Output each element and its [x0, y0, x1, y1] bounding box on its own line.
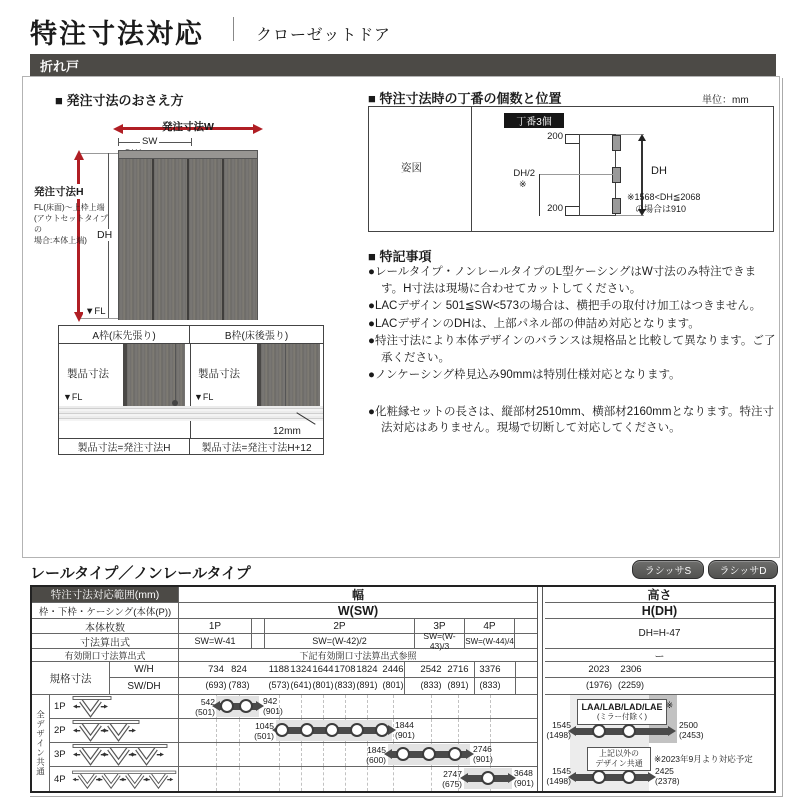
- col-gap2: [515, 619, 537, 634]
- hinge-view-label: 姿図: [401, 162, 422, 174]
- hinge-note2: の場合は910: [635, 204, 687, 214]
- grid-line: [323, 743, 324, 766]
- range-point: [275, 723, 289, 737]
- grid-line: [367, 767, 368, 791]
- order-h-title: 発注寸法H: [34, 186, 84, 198]
- grid-line: [393, 767, 394, 791]
- height-from: 1545 (1498): [546, 720, 571, 740]
- floor-strip: [59, 406, 323, 421]
- w-value: 824: [231, 664, 247, 675]
- grid-line: [345, 695, 346, 718]
- dim-leader: [539, 174, 613, 175]
- note-text: LACデザインのDHは、上部パネル部の伸詰め対応となります。: [374, 317, 700, 330]
- hinge-dim-mid-mark: ※: [519, 179, 527, 189]
- other-designs: 上記以外の: [599, 749, 639, 758]
- w-value: 1324: [290, 664, 312, 675]
- frame-a-dim: [175, 344, 176, 404]
- bullet-icon: ●: [368, 317, 375, 330]
- rail-heading: レールタイプ／ノンレールタイプ: [30, 565, 251, 582]
- bullet-icon: ●: [368, 405, 375, 418]
- sw-tick-l: [118, 138, 119, 146]
- dim-tick: [565, 134, 579, 135]
- range-row-2p: [179, 719, 537, 743]
- w-value: 2446: [382, 664, 404, 675]
- door-panel: [154, 159, 187, 320]
- th-opening: 有効開口寸法算出式: [32, 649, 179, 662]
- door-panel: [224, 159, 257, 320]
- col-4p: 4P: [465, 619, 515, 634]
- note-text: ノンケーシング枠見込み90mmは特別仕様対応となります。: [374, 369, 681, 381]
- order-h-text: [34, 182, 112, 246]
- frame-b-title: B枠(床後張り): [190, 326, 323, 344]
- order-h-note2: (アウトセットタイプの: [34, 214, 109, 234]
- th-width: 幅: [179, 587, 537, 603]
- num-col-rule: [474, 662, 475, 695]
- fold-door-icon-4p: [70, 768, 178, 791]
- range-to: 1844 (901): [395, 720, 415, 740]
- w-value: 2542: [420, 664, 442, 675]
- col-gap: [252, 634, 265, 649]
- range-row-3p: [179, 743, 537, 767]
- note-text: 特注寸法により本体デザインのバランスは規格品と比較して異なります。ご了承ください。: [374, 335, 776, 364]
- fold-door-icon-1p: [70, 695, 114, 718]
- title-divider: [233, 17, 234, 41]
- th-width-sub: W(SW): [179, 603, 537, 619]
- th-panels: 本体枚数: [32, 619, 179, 634]
- hinge-middle: [612, 167, 621, 183]
- lasissa-d-button[interactable]: ラシッサD: [708, 560, 778, 579]
- range-row-4p: [179, 767, 537, 791]
- hinge-divider: [471, 107, 472, 231]
- dh-values-row: [545, 678, 774, 695]
- height-from2: 1545 (1498): [546, 766, 571, 786]
- w-value: 3376: [479, 664, 501, 675]
- h-value: 2023: [588, 664, 610, 675]
- sw-value: (801): [312, 680, 334, 690]
- dim-tick: [565, 206, 566, 216]
- col-gap2: [515, 634, 537, 649]
- page-right-rule: [782, 78, 783, 797]
- note-text: レールタイプ・ノンレールタイプのL型ケーシングはW寸法のみ特注できます。H寸法は現場に合わせてカットしてください。: [374, 266, 757, 295]
- frame-divider: [190, 344, 191, 438]
- grid-line: [301, 767, 302, 791]
- grid-line: [301, 695, 302, 718]
- sw-value: (891): [447, 680, 469, 690]
- grid-line: [490, 719, 491, 742]
- frame-a-product: 製品寸法: [67, 368, 109, 380]
- section-bar-label: 折れ戸: [40, 58, 80, 74]
- bullet-icon: ●: [368, 266, 375, 278]
- frame-b-fl: ▼FL: [194, 392, 214, 402]
- row-label: 3P: [54, 749, 66, 760]
- range-from: 542 (501): [195, 697, 215, 717]
- frame-a-fl: ▼FL: [63, 392, 83, 402]
- grid-line: [458, 719, 459, 742]
- notes-heading: ■ 特記事項: [368, 249, 432, 264]
- order-h-arrow-up: [74, 150, 84, 160]
- col-gap: [252, 619, 265, 634]
- order-h-note3: 場合:本体上端): [34, 236, 87, 245]
- h-value: 2306: [620, 664, 642, 675]
- common-label-cell: [32, 695, 50, 791]
- note-item: [368, 367, 776, 384]
- w-values-row: [179, 662, 537, 678]
- range-row-1p: [179, 695, 537, 719]
- frame-b-formula: 製品寸法=発注寸法H+12: [190, 438, 323, 454]
- row-3p-label: [50, 743, 179, 767]
- range-to: 3648 (901): [514, 768, 534, 788]
- note-item: [368, 333, 776, 366]
- dh-arrow-up: [638, 134, 646, 141]
- fl-label: ▼FL: [85, 306, 106, 317]
- hinge-bottom: [612, 198, 621, 214]
- th-height-sub: H(DH): [545, 603, 774, 619]
- range-point: [375, 723, 389, 737]
- page-subtitle: クローゼットドア: [256, 27, 391, 44]
- w-value: 1824: [356, 664, 378, 675]
- door-elevation: [118, 150, 258, 320]
- grid-line: [216, 767, 217, 791]
- grid-line: [458, 695, 459, 718]
- grid-line: [279, 743, 280, 766]
- sw-value: (801): [382, 680, 404, 690]
- design-codes-sub: (ミラー付除く): [597, 712, 647, 721]
- grid-line: [323, 695, 324, 718]
- formula-4p: SW=(W-44)/4: [465, 634, 515, 649]
- dim-tick: [565, 215, 579, 216]
- range-point: [239, 699, 253, 713]
- th-height: 高さ: [545, 587, 774, 603]
- range-point: [300, 723, 314, 737]
- th-wh: W/H: [110, 662, 179, 678]
- th-standard: 規格寸法: [32, 662, 110, 695]
- w-value: 734: [208, 664, 224, 675]
- sw-value: (833): [479, 680, 501, 690]
- h-values-row: [545, 662, 774, 678]
- w-value: 1708: [334, 664, 356, 675]
- row-label: 4P: [54, 773, 66, 785]
- range-point: [350, 723, 364, 737]
- col-3p: 3P: [415, 619, 465, 634]
- sw-label: SW: [142, 136, 158, 147]
- height-to2: 2425 (2378): [655, 766, 680, 786]
- range-point: [396, 747, 410, 761]
- unit-label: 単位：mm: [702, 95, 749, 106]
- grid-line: [490, 695, 491, 718]
- grid-line: [393, 695, 394, 718]
- sw-value: (693): [205, 680, 227, 690]
- dim-tick: [565, 206, 579, 207]
- range-point: [622, 770, 636, 784]
- row-label: 1P: [54, 701, 66, 712]
- height-range-cell: [545, 695, 774, 791]
- order-h-note1: FL(床面)～上枠上端: [34, 203, 105, 212]
- row-1p-label: [50, 695, 179, 719]
- formula-2p: SW=(W-42)/2: [265, 634, 415, 649]
- grid-line: [431, 695, 432, 718]
- range-point: [592, 724, 606, 738]
- door-panels: [119, 159, 257, 320]
- grid-line: [239, 743, 240, 766]
- w-value: 1188: [268, 664, 290, 675]
- range-point: [325, 723, 339, 737]
- section-bar: [30, 54, 776, 76]
- frame-a-title: A枠(床先張り): [59, 326, 190, 344]
- hinge-badge: 丁番3個: [504, 113, 564, 128]
- range-to: 942 (901): [263, 696, 283, 716]
- height-formula: DH=H-47: [545, 619, 774, 649]
- height-top-mark: ※: [666, 700, 674, 710]
- row-label: 2P: [54, 725, 66, 736]
- bullet-icon: ●: [368, 300, 375, 312]
- order-heading: ■ 発注寸法のおさえ方: [55, 93, 184, 108]
- grid-line: [367, 695, 368, 718]
- notes-list: [368, 264, 776, 438]
- hinge-dim-bottom: 200: [547, 203, 563, 214]
- note-item: [368, 316, 776, 333]
- hinge-dh-label: DH: [651, 165, 667, 177]
- col-2p: 2P: [265, 619, 415, 634]
- sw-value: (573): [268, 680, 290, 690]
- dh-label: DH: [97, 229, 113, 241]
- other-designs-sub: デザイン共通: [595, 759, 643, 768]
- th-range: 特注寸法対応範囲(mm): [32, 587, 179, 603]
- door-top-rail: [119, 151, 257, 159]
- note-item: [368, 404, 776, 437]
- range-point: [220, 699, 234, 713]
- sw-value: (833): [334, 680, 356, 690]
- gap-label: 12mm: [273, 426, 301, 437]
- grid-line: [216, 743, 217, 766]
- th-swdh: SW/DH: [110, 678, 179, 695]
- grid-line: [239, 767, 240, 791]
- grid-line: [431, 719, 432, 742]
- hinge-dim-mid: DH/2: [513, 168, 535, 179]
- sw-value: (833): [420, 680, 442, 690]
- order-w-label: 発注寸法W: [162, 121, 214, 133]
- formula-1p: SW=W-41: [179, 634, 252, 649]
- frame-b-product: 製品寸法: [198, 368, 240, 380]
- th-formula: 寸法算出式: [32, 634, 179, 649]
- order-h-arrow-down: [74, 312, 84, 322]
- leader-top: [80, 153, 118, 154]
- range-from: 1045 (501): [254, 721, 274, 741]
- range-from: 2747 (675): [442, 769, 462, 789]
- frame-compare-table: [58, 325, 324, 455]
- dim-tick: [565, 143, 579, 144]
- height-bottom-label-box: [587, 747, 651, 771]
- bullet-icon: ●: [368, 335, 375, 347]
- bullet-icon: ●: [368, 369, 375, 381]
- grid-line: [279, 767, 280, 791]
- note-item: [368, 264, 776, 297]
- door-panel: [189, 159, 222, 320]
- hinge-dim-top: 200: [547, 131, 563, 142]
- range-to: 2746 (901): [473, 744, 493, 764]
- th-frame: 枠・下枠・ケーシング(本体(P)): [32, 603, 179, 619]
- range-point: [481, 771, 495, 785]
- hinge-door-rect: [579, 134, 616, 216]
- height-top-label-box: [577, 699, 667, 725]
- grid-line: [216, 719, 217, 742]
- hinge-heading: ■ 特注寸法時の丁番の個数と位置: [368, 91, 562, 106]
- note-text: 化粧縁セットの長さは、縦部材2510mm、横部材2160mmとなります。特注寸法対応はありません。現場で切断して対応してください。: [374, 405, 775, 434]
- common-label: 全デザイン共通: [35, 709, 46, 777]
- section-double-rule: [537, 587, 543, 791]
- fold-door-icon-3p: [70, 743, 170, 766]
- design-codes: LAA/LAB/LAD/LAE: [581, 702, 663, 712]
- num-col-rule: [404, 662, 405, 695]
- note-item: [368, 298, 776, 315]
- sw-value: (641): [290, 680, 312, 690]
- dh-value: (1976): [585, 680, 613, 690]
- hinge-top: [612, 135, 621, 151]
- dh-value: (2259): [617, 680, 645, 690]
- sw-value: (891): [356, 680, 378, 690]
- height-note: ※2023年9月より対応予定: [654, 754, 753, 764]
- col-1p: 1P: [179, 619, 252, 634]
- range-point: [622, 724, 636, 738]
- row-4p-label: [50, 767, 179, 791]
- formula-3p: SW=(W-43)/3: [415, 634, 465, 649]
- grid-line: [345, 743, 346, 766]
- height-bar-bottom: [575, 774, 649, 781]
- w-value: 2716: [447, 664, 469, 675]
- lasissa-s-button[interactable]: ラシッサS: [632, 560, 704, 579]
- page-title: 特注寸法対応: [30, 19, 204, 49]
- w-value: 1644: [312, 664, 334, 675]
- grid-line: [301, 743, 302, 766]
- opening-ref: 下記有効開口寸法算出式参照: [179, 649, 537, 662]
- note-text: LACデザイン 501≦SW<573の場合は、横把手の取付け加工はつきません。: [374, 300, 762, 312]
- height-to: 2500 (2453): [679, 720, 704, 740]
- fold-door-icon-2p: [70, 719, 142, 742]
- range-from: 1845 (600): [366, 745, 386, 765]
- page-bottom-rule: [30, 796, 782, 797]
- door-panel: [119, 159, 152, 320]
- grid-line: [323, 767, 324, 791]
- range-point: [592, 770, 606, 784]
- frame-a-formula: 製品寸法=発注寸法H: [59, 438, 190, 454]
- sw-value: (783): [228, 680, 250, 690]
- opening-height: ー: [545, 649, 774, 662]
- grid-line: [345, 767, 346, 791]
- dim-tick: [565, 134, 566, 144]
- sw-tick-r: [191, 138, 192, 146]
- row-2p-label: [50, 719, 179, 743]
- frame-b-door: [257, 344, 320, 406]
- sw-values-row: [179, 678, 537, 695]
- rail-table: [30, 585, 776, 793]
- num-col-rule: [515, 662, 516, 695]
- hinge-note1: ※1568<DH≦2068: [627, 192, 701, 202]
- range-point: [448, 747, 462, 761]
- range-point: [422, 747, 436, 761]
- hinge-box: [368, 106, 774, 232]
- leader-bottom: [80, 318, 118, 319]
